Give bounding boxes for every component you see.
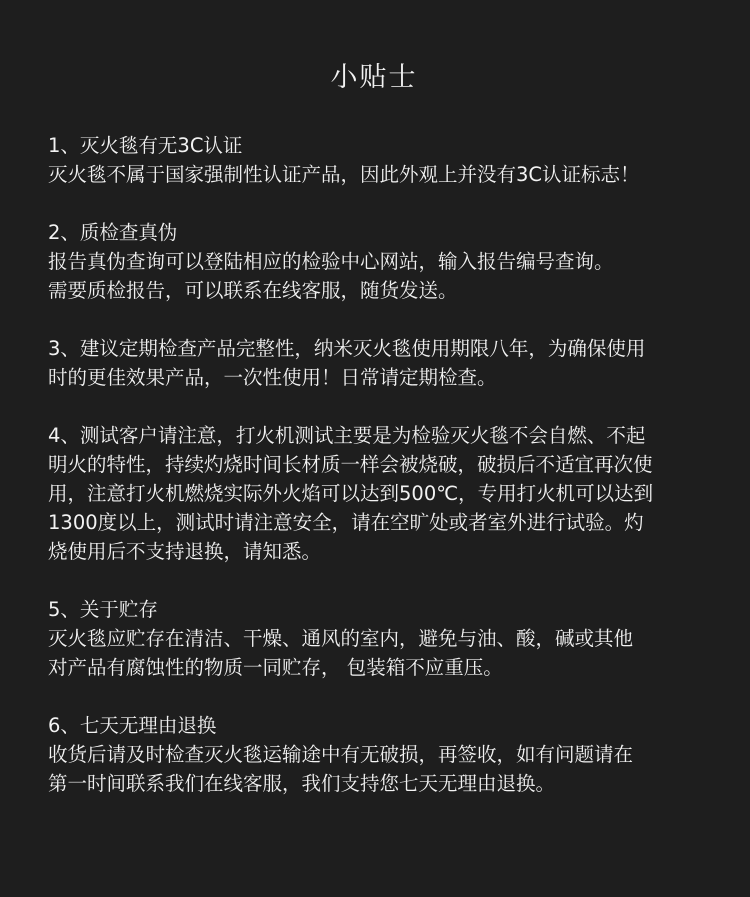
tip-heading: 2、质检查真伪 <box>48 221 178 244</box>
tip-line: 报告真伪查询可以登陆相应的检验中心网站，输入报告编号查询。 <box>48 250 614 273</box>
tip-body <box>48 247 700 305</box>
tip-section-5 <box>48 595 700 682</box>
tip-line: 用，注意打火机燃烧实际外火焰可以达到500℃，专用打火机可以达到 <box>48 482 654 505</box>
tip-heading: 4、测试客户请注意，打火机测试主要是为检验灭火毯不会自燃、不起 <box>48 424 646 447</box>
tip-section-2 <box>48 218 700 305</box>
tip-line: 烧使用后不支持退换，请知悉。 <box>48 540 322 563</box>
tip-line: 时的更佳效果产品，一次性使用！日常请定期检查。 <box>48 366 497 389</box>
tip-section-6 <box>48 711 700 798</box>
tip-heading: 3、建议定期检查产品完整性，纳米灭火毯使用期限八年，为确保使用 <box>48 337 646 360</box>
tip-line: 灭火毯应贮存在清洁、干燥、通风的室内，避免与油、酸，碱或其他 <box>48 627 634 650</box>
tip-body <box>48 450 700 566</box>
tip-section-4 <box>48 421 700 566</box>
tip-line: 收货后请及时检查灭火毯运输途中有无破损，再签收，如有问题请在 <box>48 743 634 766</box>
tip-line: 灭火毯不属于国家强制性认证产品，因此外观上并没有3C认证标志！ <box>48 163 640 186</box>
tip-body <box>48 740 700 798</box>
tip-section-3 <box>48 334 700 392</box>
tip-line: 1300度以上，测试时请注意安全，请在空旷处或者室外进行试验。灼 <box>48 511 644 534</box>
tip-body <box>48 160 700 189</box>
tip-body <box>48 363 700 392</box>
tip-line: 需要质检报告，可以联系在线客服，随货发送。 <box>48 279 458 302</box>
tip-line: 明火的特性，持续灼烧时间长材质一样会被烧破，破损后不适宜再次使 <box>48 453 653 476</box>
tip-section-1 <box>48 131 700 189</box>
tip-heading: 1、灭火毯有无3C认证 <box>48 134 243 157</box>
tip-heading: 6、七天无理由退换 <box>48 714 217 737</box>
tip-line: 对产品有腐蚀性的物质一同贮存， 包装箱不应重压。 <box>48 656 503 679</box>
tip-body <box>48 624 700 682</box>
page-title: 小贴士 <box>330 62 418 93</box>
tip-heading: 5、关于贮存 <box>48 598 158 621</box>
tip-line: 第一时间联系我们在线客服，我们支持您七天无理由退换。 <box>48 772 556 795</box>
